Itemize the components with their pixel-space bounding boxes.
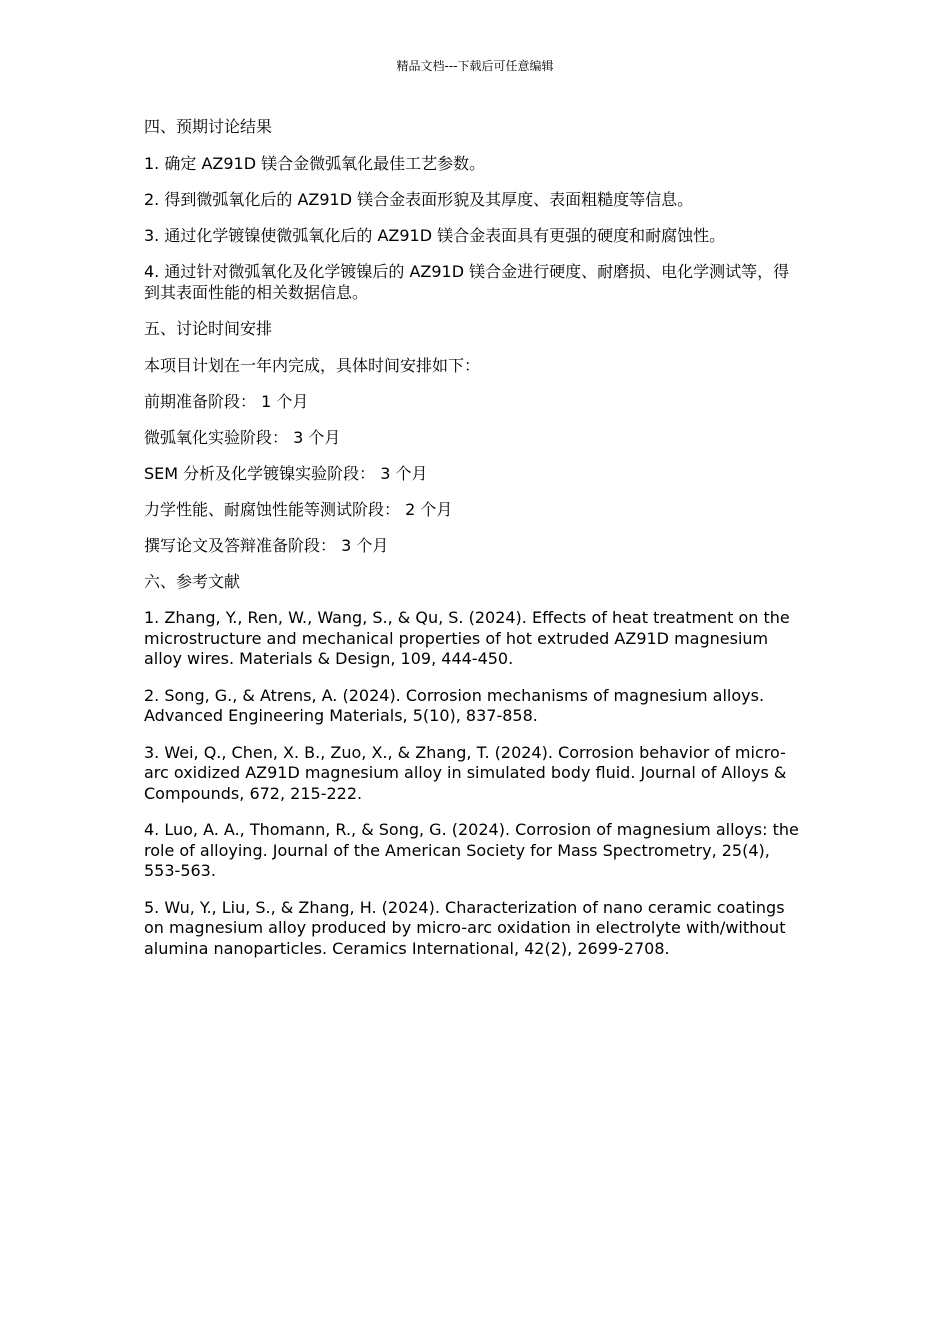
result-item-3: 3. 通过化学镀镍使微弧氧化后的 AZ91D 镁合金表面具有更强的硬度和耐腐蚀性。 bbox=[144, 226, 726, 245]
section-4-title: 四、预期讨论结果 bbox=[144, 117, 273, 136]
section-6-title: 六、参考文献 bbox=[144, 572, 241, 591]
reference-4: 4. Luo, A. A., Thomann, R., & Song, G. (2024). Corrosion of magnesium alloys: the role of alloying. Journal of the American Society for Mass Spectrometry, 25(4), 553-563. bbox=[144, 820, 799, 880]
schedule-intro: 本项目计划在一年内完成，具体时间安排如下： bbox=[144, 356, 481, 375]
reference-5: 5. Wu, Y., Liu, S., & Zhang, H. (2024). Characterization of nano ceramic coatings on magnesium alloy produced by micro-arc oxidation in electrolyte with/without alumina nanoparticles. Ceramics International, 42(2), 2699-2708. bbox=[144, 897, 786, 958]
reference-2: 2. Song, G., & Atrens, A. (2024). Corrosion mechanisms of magnesium alloys. Advanced Engineering Materials, 5(10), 837-858. bbox=[144, 685, 765, 725]
schedule-stage-2: 微弧氧化实验阶段： 3 个月 bbox=[144, 428, 341, 447]
result-item-1: 1. 确定 AZ91D 镁合金微弧氧化最佳工艺参数。 bbox=[144, 154, 486, 173]
schedule-stage-3: SEM 分析及化学镀镍实验阶段： 3 个月 bbox=[144, 464, 428, 483]
result-item-4: 4. 通过针对微弧氧化及化学镀镍后的 AZ91D 镁合金进行硬度、耐磨损、电化学测试等，得到其表面性能的相关数据信息。 bbox=[144, 262, 790, 302]
reference-3: 3. Wei, Q., Chen, X. B., Zuo, X., & Zhang, T. (2024). Corrosion behavior of micro-arc oxidized AZ91D magnesium alloy in simulated body fluid. Journal of Alloys & Compounds, 672, 215-222. bbox=[144, 742, 787, 803]
result-item-2: 2. 得到微弧氧化后的 AZ91D 镁合金表面形貌及其厚度、表面粗糙度等信息。 bbox=[144, 190, 694, 209]
schedule-stage-4: 力学性能、耐腐蚀性能等测试阶段： 2 个月 bbox=[144, 500, 453, 519]
reference-1: 1. Zhang, Y., Ren, W., Wang, S., & Qu, S. (2024). Effects of heat treatment on the microstructure and mechanical properties of hot extruded AZ91D magnesium alloy wires. Materials & Design, 109, 444-450. bbox=[144, 608, 790, 668]
document-body bbox=[144, 116, 804, 975]
schedule-stage-1: 前期准备阶段： 1 个月 bbox=[144, 392, 309, 411]
section-5-title: 五、讨论时间安排 bbox=[144, 319, 273, 338]
page-header: 精品文档---下载后可任意编辑 bbox=[396, 59, 554, 73]
schedule-stage-5: 撰写论文及答辩准备阶段： 3 个月 bbox=[144, 536, 389, 555]
